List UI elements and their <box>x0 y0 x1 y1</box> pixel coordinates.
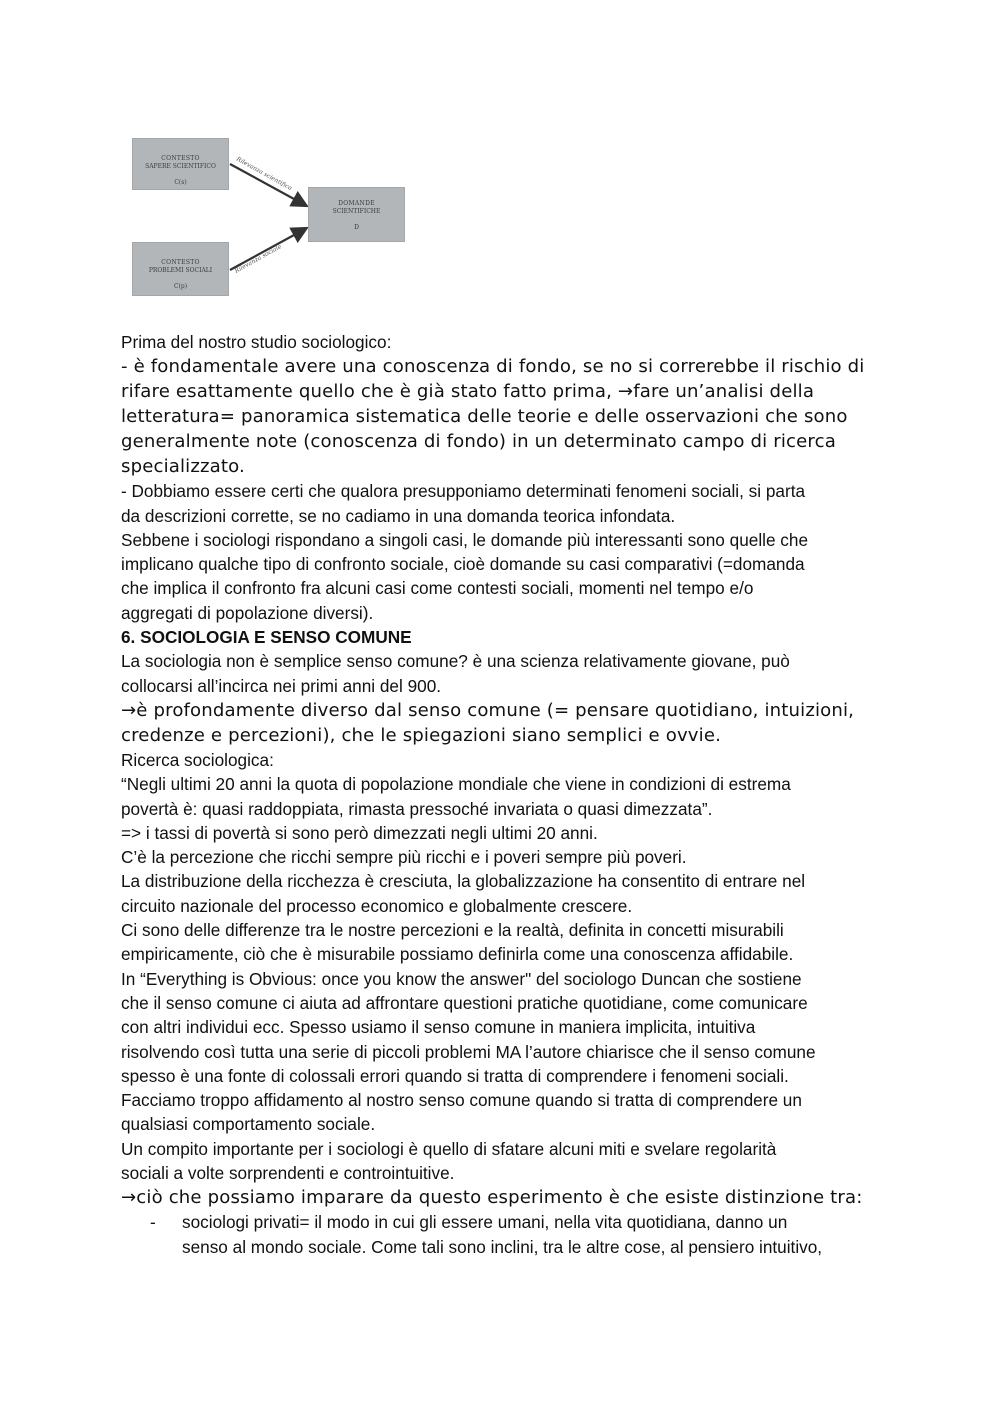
text-line: Un compito importante per i sociologi è quello di sfatare alcuni miti e svelare regolarità <box>121 1138 777 1159</box>
box-c-line2: SCIENTIFICHE <box>332 208 381 215</box>
box-c-line3: D <box>354 224 359 231</box>
text-line: che implica il confronto fra alcuni casi come contesti sociali, momenti nel tempo e/o <box>121 578 754 599</box>
box-problemi-sociali <box>132 242 229 296</box>
box-a-line2: SAPERE SCIENTIFICO <box>145 163 216 170</box>
bullet-text: senso al mondo sociale. Come tali sono inclini, tra le altre cose, al pensiero intuitivo, <box>182 1236 823 1257</box>
text-line: collocarsi all’incirca nei primi anni del 900. <box>121 675 442 696</box>
text-line: spesso è una fonte di colossali errori quando si tratta di comprendere i fenomeni sociali. <box>121 1065 789 1086</box>
box-sapere-scientifico <box>132 138 229 190</box>
paragraph-conoscenza-di-fondo <box>121 354 881 479</box>
box-b-line1: CONTESTO <box>161 259 200 266</box>
text-line: - Dobbiamo essere certi che qualora presupponiamo determinati fenomeni sociali, si parta <box>121 481 806 502</box>
bullet-dash: - <box>150 1212 156 1233</box>
paragraph-senso-comune <box>121 698 881 748</box>
text-line: letteratura= panoramica sistematica delle teorie e delle osservazioni che sono <box>121 406 848 428</box>
text-line: Sebbene i sociologi rispondano a singoli casi, le domande più interessanti sono quelle che <box>121 529 808 550</box>
text-line: →è profondamente diverso dal senso comune (= pensare quotidiano, intuizioni, <box>121 699 855 721</box>
paragraph-descrizioni-corrette <box>121 479 881 625</box>
text-line: Facciamo troppo affidamento al nostro senso comune quando si tratta di comprendere un <box>121 1090 802 1111</box>
context-diagram <box>128 130 413 300</box>
text-line: che il senso comune ci aiuta ad affrontare questioni pratiche quotidiane, come comunicare <box>121 992 808 1013</box>
intro-line: Prima del nostro studio sociologico: <box>121 332 392 352</box>
text-line: specializzato. <box>121 456 245 478</box>
text-line: sociali a volte sorprendenti e controintuitive. <box>121 1163 455 1184</box>
box-a-line3: C(s) <box>174 179 187 186</box>
text-line: aggregati di popolazione diversi). <box>121 602 374 623</box>
text-line: generalmente note (conoscenza di fondo) in un determinato campo di ricerca <box>121 431 836 453</box>
text-line: qualsiasi comportamento sociale. <box>121 1114 376 1135</box>
text-line: con altri individui ecc. Spesso usiamo il senso comune in maniera implicita, intuitiva <box>121 1017 756 1038</box>
text-line: risolvendo così tutta una serie di piccoli problemi MA l’autore chiarisce che il senso comune <box>121 1041 816 1062</box>
text-line: implicano qualche tipo di confronto sociale, cioè domande su casi comparativi (=domanda <box>121 554 805 575</box>
text-line: Ricerca sociologica: <box>121 749 274 770</box>
arrow-top <box>230 164 305 205</box>
box-a-line1: CONTESTO <box>161 155 200 162</box>
paragraph-ricerca-sociologica <box>121 748 881 1185</box>
paragraph-sociologia-scienza <box>121 649 881 698</box>
bullet-line <box>121 1210 881 1234</box>
text-line: La sociologia non è semplice senso comune? è una scienza relativamente giovane, può <box>121 651 790 672</box>
text-line: La distribuzione della ricchezza è cresciuta, la globalizzazione ha consentito di entrare nel <box>121 871 806 892</box>
box-c-line1: DOMANDE <box>338 200 375 207</box>
arrow-top-label: Rilevanza scientifica <box>235 155 294 193</box>
text-line: rifare esattamente quello che è già stato fatto prima, →fare un’analisi della <box>121 381 815 403</box>
text-line: C’è la percezione che ricchi sempre più ricchi e i poveri sempre più poveri. <box>121 847 687 868</box>
text-line: - è fondamentale avere una conoscenza di fondo, se no si correrebbe il rischio di <box>121 356 865 378</box>
text-line: Ci sono delle differenze tra le nostre percezioni e la realtà, definita in concetti misurabili <box>121 920 784 941</box>
arrow-bottom-label: Rilevanza sociale <box>233 243 283 275</box>
body-text <box>121 330 881 1259</box>
box-domande-scientifiche <box>308 187 405 242</box>
text-line: empiricamente, ciò che è misurabile possiamo definirla come una conoscenza affidabile. <box>121 944 794 965</box>
bullet-sociologi-privati <box>121 1210 881 1259</box>
text-line: “Negli ultimi 20 anni la quota di popolazione mondiale che viene in condizioni di estrema <box>121 774 791 795</box>
distinction-line: →ciò che possiamo imparare da questo esperimento è che esiste distinzione tra: <box>121 1187 863 1209</box>
text-line: povertà è: quasi raddoppiata, rimasta pressoché invariata o quasi dimezzata”. <box>121 798 713 819</box>
bullet-line <box>121 1235 881 1259</box>
text-line: In “Everything is Obvious: once you know the answer" del sociologo Duncan che sostiene <box>121 968 802 989</box>
section-heading: 6. SOCIOLOGIA E SENSO COMUNE <box>121 627 412 648</box>
bullet-text: sociologi privati= il modo in cui gli essere umani, nella vita quotidiana, danno un <box>182 1212 788 1233</box>
box-b-line3: C(p) <box>173 283 188 290</box>
text-line: => i tassi di povertà si sono però dimezzati negli ultimi 20 anni. <box>121 822 598 843</box>
box-b-line2: PROBLEMI SOCIALI <box>148 267 213 274</box>
text-line: da descrizioni corrette, se no cadiamo in una domanda teorica infondata. <box>121 505 676 526</box>
text-line: credenze e percezioni), che le spiegazioni siano semplici e ovvie. <box>121 724 722 746</box>
text-line: circuito nazionale del processo economico e globalmente crescere. <box>121 895 633 916</box>
